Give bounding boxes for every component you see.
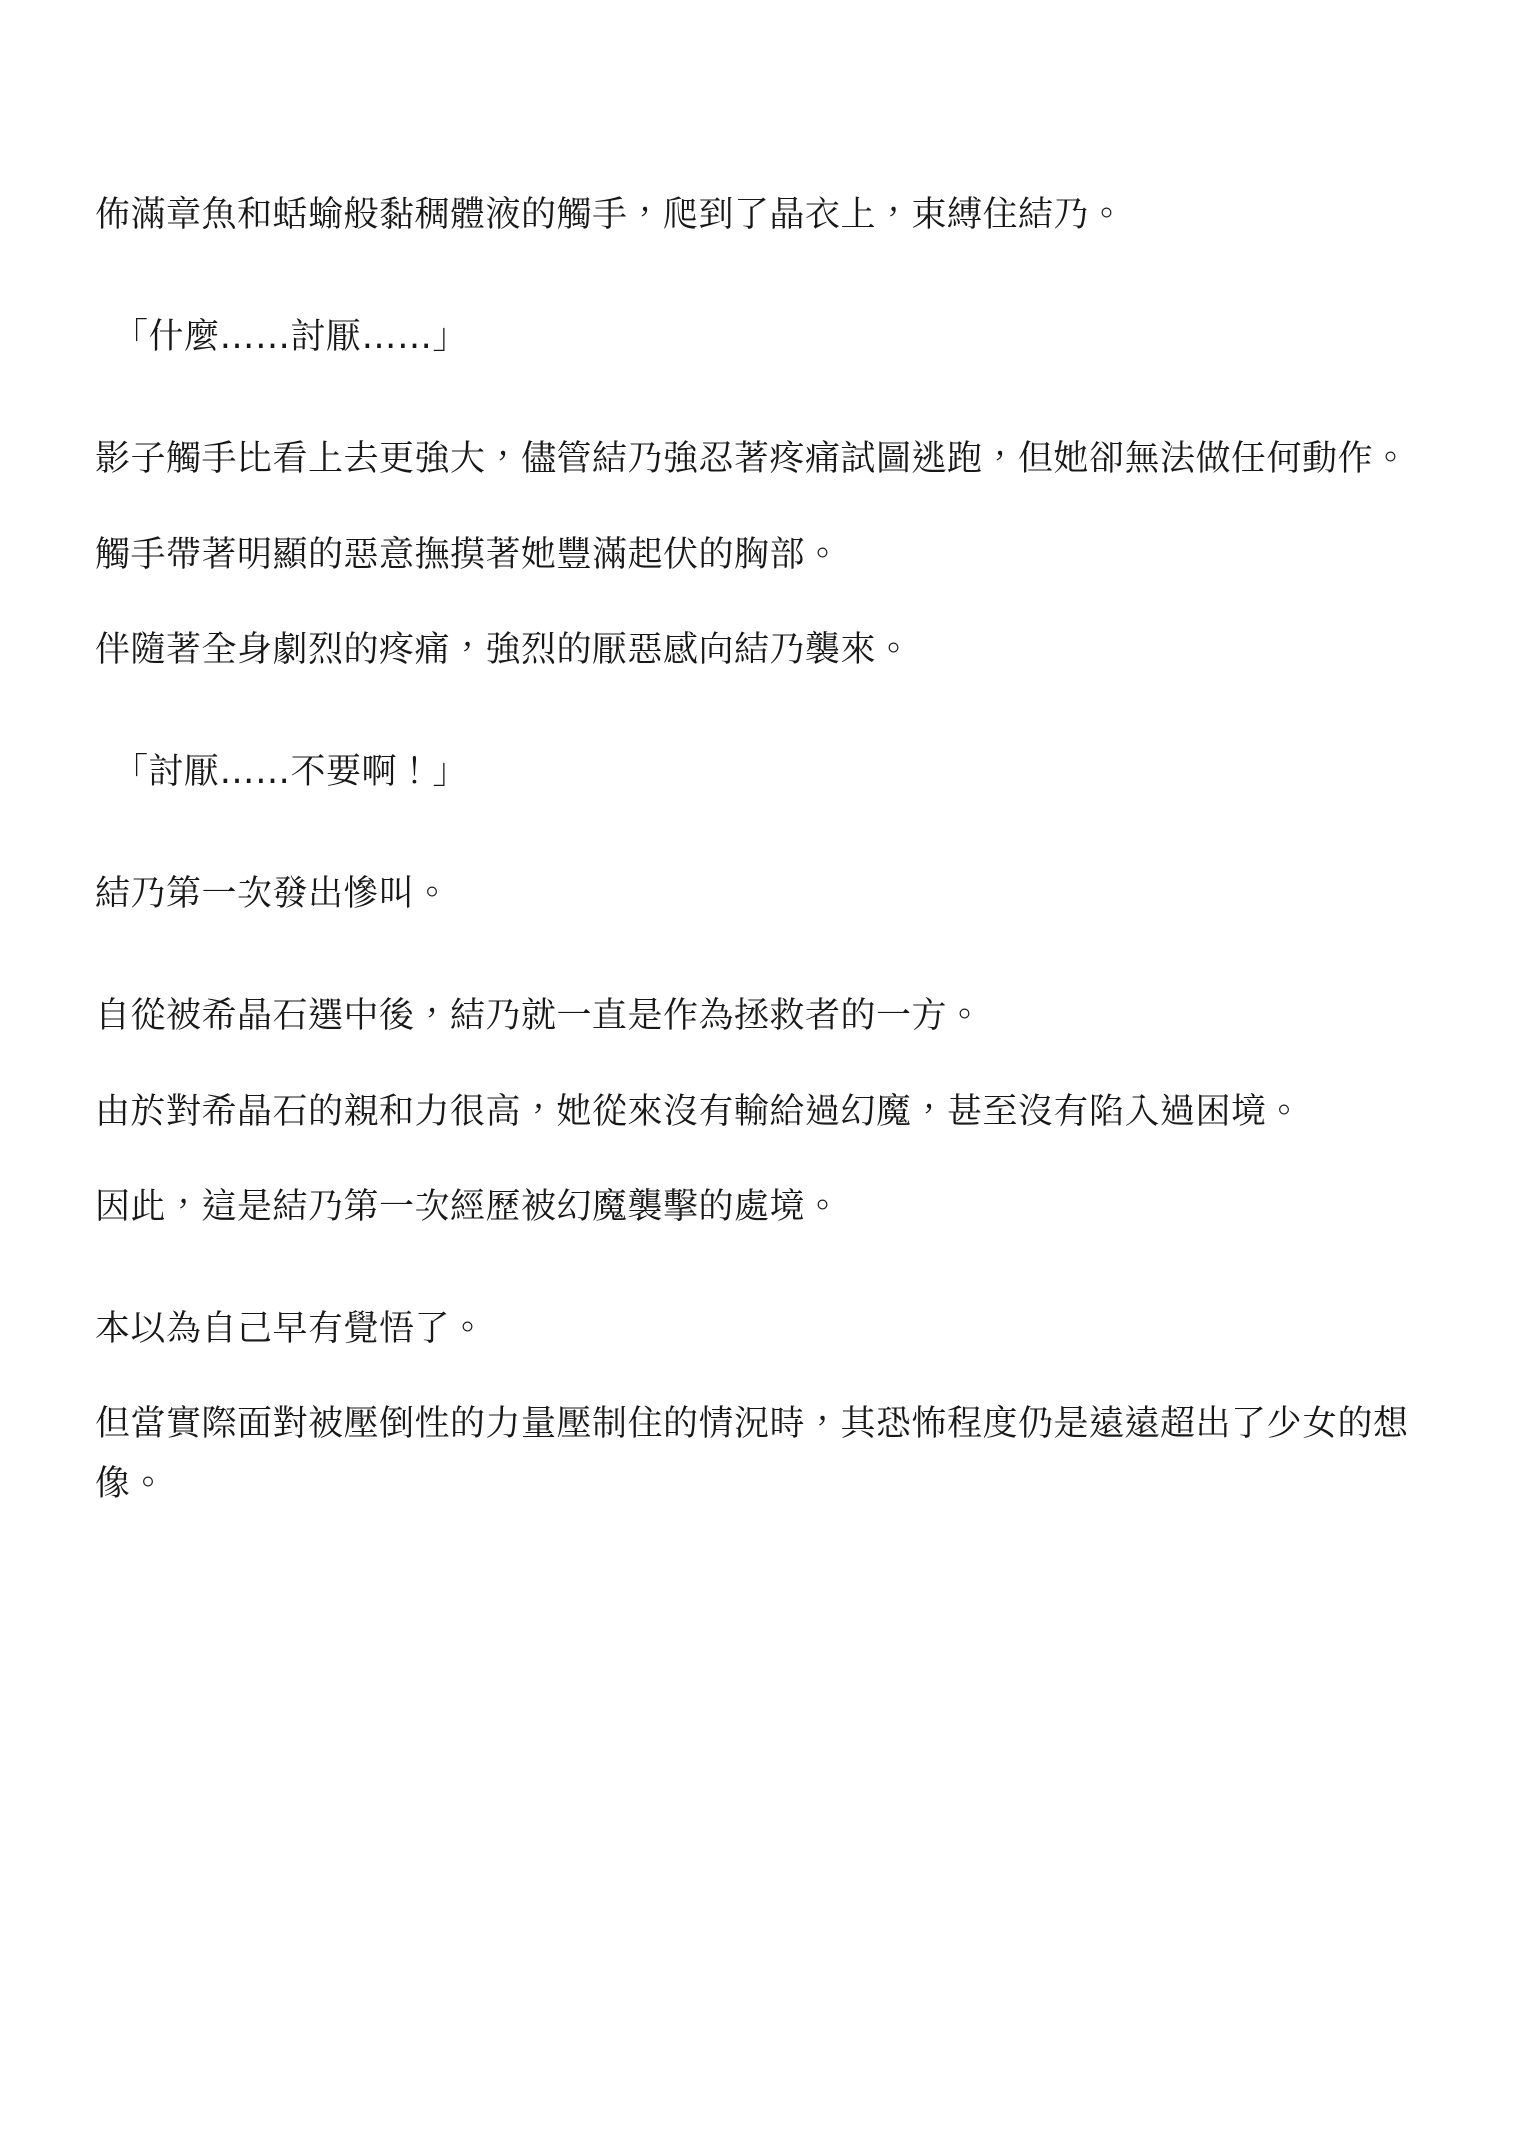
paragraph-4 — [95, 986, 1418, 1237]
text-line: 「討厭……不要啊！」 — [113, 751, 469, 792]
text-line: 但當實際面對被壓倒性的力量壓制住的情況時，其恐怖程度仍是遠遠超出了少女的想像。 — [95, 1404, 1409, 1505]
paragraph-2 — [95, 429, 1418, 680]
paragraph-1 — [95, 185, 1418, 245]
text-line: 結乃第一次發出慘叫。 — [95, 874, 451, 915]
text-line: 「什麼……討厭……」 — [113, 317, 469, 358]
paragraph-3 — [95, 864, 1418, 924]
text-line: 由於對希晶石的親和力很高，她從來沒有輸給過幻魔，甚至沒有陷入過困境。 — [95, 1091, 1303, 1132]
text-line: 觸手帶著明顯的惡意撫摸著她豐滿起伏的胸部。 — [95, 534, 841, 575]
dialogue-2 — [95, 742, 1418, 802]
text-line: 佈滿章魚和蛞蝓般黏稠體液的觸手，爬到了晶衣上，束縛住結乃。 — [95, 195, 1125, 235]
text-line: 因此，這是結乃第一次經歷被幻魔襲擊的處境。 — [95, 1186, 841, 1227]
text-line: 伴隨著全身劇烈的疼痛，強烈的厭惡感向結乃襲來。 — [95, 629, 912, 670]
text-line: 自從被希晶石選中後，結乃就一直是作為拯救者的一方。 — [95, 996, 983, 1037]
paragraph-5 — [95, 1299, 1418, 1515]
text-line: 影子觸手比看上去更強大，儘管結乃強忍著疼痛試圖逃跑，但她卻無法做任何動作。 — [95, 439, 1409, 480]
text-line: 本以為自己早有覺悟了。 — [95, 1308, 486, 1349]
dialogue-1 — [95, 307, 1418, 367]
